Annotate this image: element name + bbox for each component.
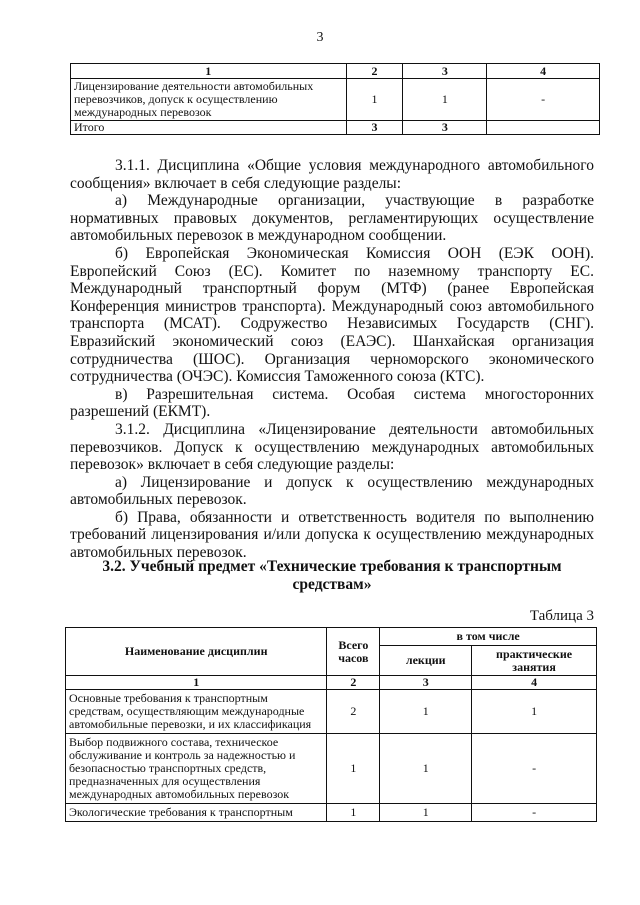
lecture-hours: 1 bbox=[403, 79, 487, 121]
table-3-header-row bbox=[66, 628, 597, 646]
practice-hours: - bbox=[472, 804, 597, 822]
col-practice-header: практические занятия bbox=[472, 646, 597, 676]
lecture-hours: 1 bbox=[380, 804, 472, 822]
section-title: 3.2. Учебный предмет «Технические требования к транспортным средствам» bbox=[102, 558, 562, 593]
page-number: 3 bbox=[316, 30, 324, 45]
col-number: 3 bbox=[380, 676, 472, 690]
discipline-name: Основные требования к транспортным средствам, осуществляющим международные автомобильные перевозки, и их классификация bbox=[66, 690, 327, 734]
total-hours: 2 bbox=[327, 690, 380, 734]
total-hours: 3 bbox=[346, 121, 403, 135]
table-1-header-row bbox=[71, 64, 600, 79]
paragraph: в) Разрешительная система. Особая система многосторонних разрешений (ЕКМТ). bbox=[70, 385, 594, 421]
table-1-header-cell: 4 bbox=[487, 64, 600, 79]
paragraph: 3.1.1. Дисциплина «Общие условия международного автомобильного сообщения» включает в себя следующие разделы: bbox=[70, 157, 594, 192]
table-3 bbox=[65, 627, 597, 822]
total-hours: 1 bbox=[346, 79, 403, 121]
table-1-header-cell: 1 bbox=[71, 64, 347, 79]
practice-hours: 1 bbox=[472, 690, 597, 734]
lecture-hours: 3 bbox=[403, 121, 487, 135]
table-1-header-cell: 2 bbox=[346, 64, 403, 79]
paragraph: а) Международные организации, участвующие в разработке нормативных правовых документов, регламентирующих осуществление автомобильных перевозок в международном сообщении. bbox=[70, 192, 594, 245]
col-lectures-header: лекции bbox=[380, 646, 472, 676]
table-row bbox=[66, 734, 597, 804]
table-row bbox=[66, 804, 597, 822]
table-3-number-row bbox=[66, 676, 597, 690]
col-group-header: в том числе bbox=[380, 628, 597, 646]
total-hours: 1 bbox=[327, 734, 380, 804]
paragraph: б) Европейская Экономическая Комиссия ООН (ЕЭК ООН). Европейский Союз (ЕС). Комитет по наземному транспорту ЕС. Международный транспортный форум (МТФ) (ранее Европейская Конференция министров транспорта). Международный союз автомобильного транспорта (МСАТ). Содружество Независимых Государств (СНГ). Евразийский экономический союз (ЕАЭС). Шанхайская организация сотрудничества (ШОС). Организация черноморского экономического сотрудничества (ОЧЭС). Комиссия Таможенного союза (КТС). bbox=[70, 244, 594, 386]
table-row bbox=[66, 690, 597, 734]
total-hours: 1 bbox=[327, 804, 380, 822]
col-number: 2 bbox=[327, 676, 380, 690]
col-name-header: Наименование дисциплин bbox=[66, 628, 327, 676]
table-total-row bbox=[71, 121, 600, 135]
practice-hours: - bbox=[487, 79, 600, 121]
lecture-hours: 1 bbox=[380, 690, 472, 734]
paragraph: 3.1.2. Дисциплина «Лицензирование деятельности автомобильных перевозчиков. Допуск к осуществлению международных автомобильных перевозок» включает в себя следующие разделы: bbox=[70, 420, 594, 474]
table-1 bbox=[70, 63, 600, 135]
paragraph: б) Права, обязанности и ответственность водителя по выполнению требований лицензирования и/или допуска к осуществлению международных автомобильных перевозок. bbox=[70, 508, 594, 562]
table-row bbox=[71, 79, 600, 121]
paragraph: а) Лицензирование и допуск к осуществлению международных автомобильных перевозок. bbox=[70, 473, 594, 509]
discipline-name: Лицензирование деятельности автомобильных перевозчиков, допуск к осуществлению международных перевозок bbox=[71, 79, 347, 121]
lecture-hours: 1 bbox=[380, 734, 472, 804]
body-text bbox=[70, 157, 594, 562]
col-total-header: Всего часов bbox=[327, 628, 380, 676]
practice-hours bbox=[487, 121, 600, 135]
table-label: Таблица 3 bbox=[529, 608, 594, 624]
total-label: Итого bbox=[71, 121, 347, 135]
discipline-name: Выбор подвижного состава, техническое обслуживание и контроль за надежностью и безопасностью транспортных средств, предназначенных для осуществления международных автомобильных перевозок bbox=[66, 734, 327, 804]
table-1-header-cell: 3 bbox=[403, 64, 487, 79]
practice-hours: - bbox=[472, 734, 597, 804]
discipline-name: Экологические требования к транспортным bbox=[66, 804, 327, 822]
col-number: 4 bbox=[472, 676, 597, 690]
col-number: 1 bbox=[66, 676, 327, 690]
